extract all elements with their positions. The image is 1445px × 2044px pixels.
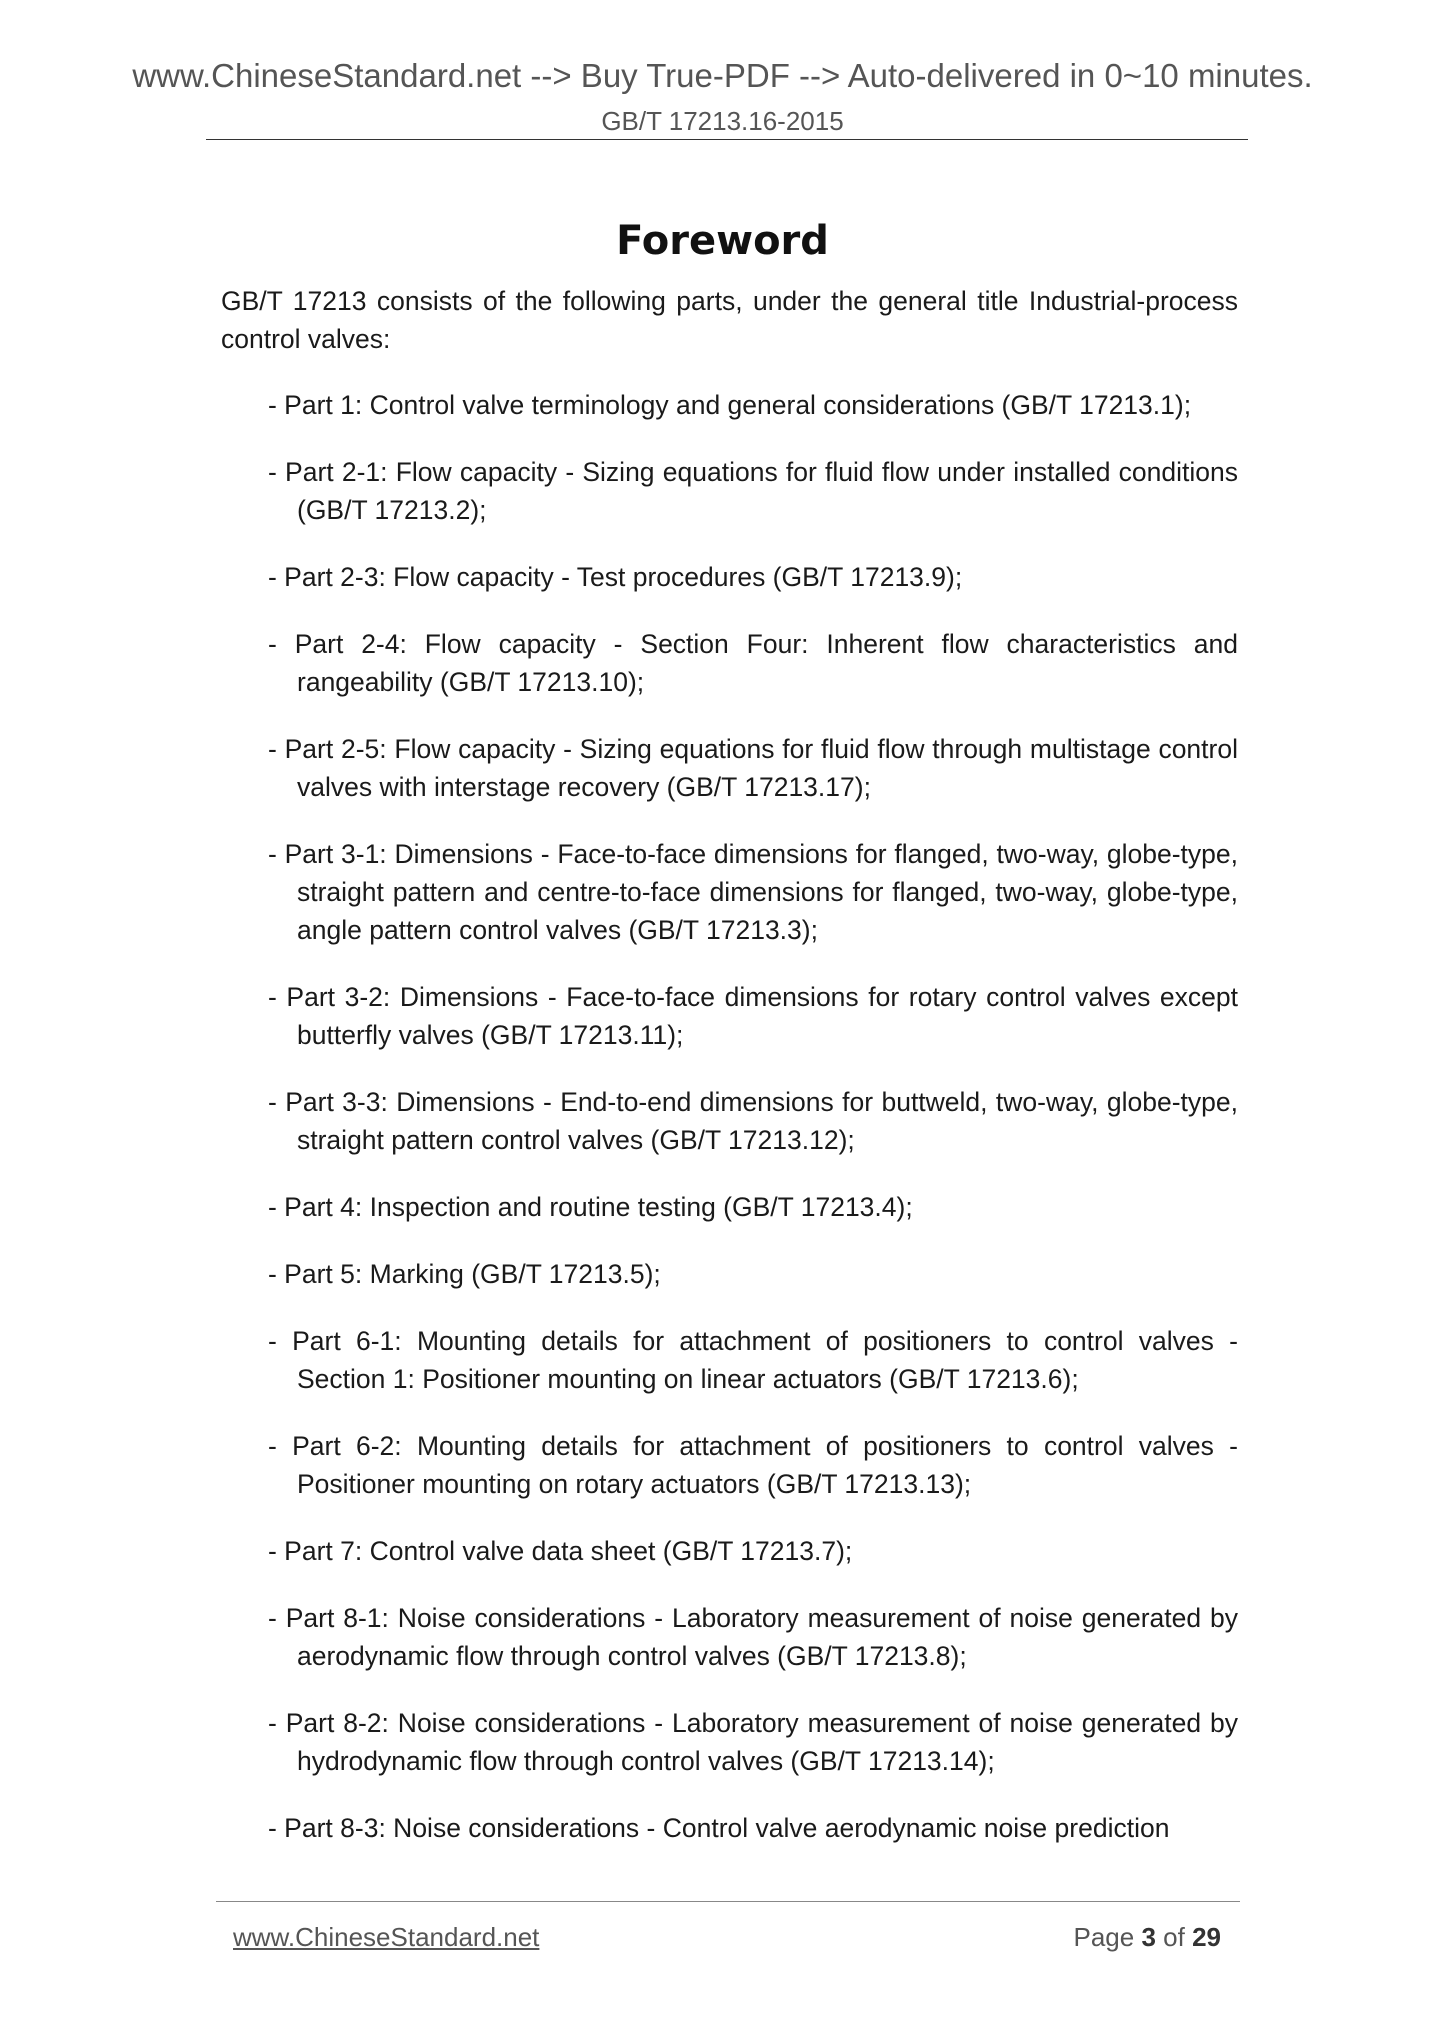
list-item: - Part 8-3: Noise considerations - Control valve aerodynamic noise prediction bbox=[268, 1813, 1170, 1843]
footer-divider bbox=[216, 1901, 1240, 1902]
site-banner: www.ChineseStandard.net --> Buy True-PDF --> Auto-delivered in 0~10 minutes. bbox=[132, 57, 1313, 94]
header-divider bbox=[206, 139, 1248, 140]
list-item: - Part 2-3: Flow capacity - Test procedures (GB/T 17213.9); bbox=[268, 562, 963, 592]
list-item: - Part 6-2: Mounting details for attachment of positioners to control valves - Positioner mounting on rotary actuators (GB/T 17213.13); bbox=[268, 1431, 1238, 1499]
list-item: - Part 2-5: Flow capacity - Sizing equations for fluid flow through multistage control valves with interstage recovery (GB/T 17213.17); bbox=[268, 734, 1238, 802]
page-of: of bbox=[1163, 1922, 1185, 1952]
page-label: Page bbox=[1073, 1922, 1135, 1952]
standard-code: GB/T 17213.16-2015 bbox=[601, 106, 844, 136]
list-item: - Part 6-1: Mounting details for attachment of positioners to control valves - Section 1: Positioner mounting on linear actuators (GB/T 17213.6); bbox=[268, 1326, 1238, 1394]
list-item: - Part 7: Control valve data sheet (GB/T 17213.7); bbox=[268, 1536, 853, 1566]
list-item: - Part 1: Control valve terminology and general considerations (GB/T 17213.1); bbox=[268, 390, 1192, 420]
list-item: - Part 2-1: Flow capacity - Sizing equations for fluid flow under installed conditions (GB/T 17213.2); bbox=[268, 457, 1238, 525]
footer-site-link[interactable]: www.ChineseStandard.net bbox=[233, 1922, 540, 1952]
page-title: Foreword bbox=[616, 217, 829, 264]
list-item: - Part 3-1: Dimensions - Face-to-face dimensions for flanged, two-way, globe-type, straight pattern and centre-to-face dimensions for flanged, two-way, globe-type, angle pattern control valves (GB/T 17213.3); bbox=[268, 839, 1238, 945]
intro-paragraph: GB/T 17213 consists of the following parts, under the general title Industrial-process control valves: bbox=[221, 286, 1238, 354]
list-item: - Part 8-2: Noise considerations - Laboratory measurement of noise generated by hydrodynamic flow through control valves (GB/T 17213.14); bbox=[268, 1708, 1238, 1776]
page-number bbox=[1073, 1921, 1221, 1953]
list-item: - Part 4: Inspection and routine testing (GB/T 17213.4); bbox=[268, 1192, 913, 1222]
list-item: - Part 3-3: Dimensions - End-to-end dimensions for buttweld, two-way, globe-type, straight pattern control valves (GB/T 17213.12); bbox=[268, 1087, 1238, 1155]
page-total: 29 bbox=[1192, 1922, 1221, 1952]
list-item: - Part 3-2: Dimensions - Face-to-face dimensions for rotary control valves except butterfly valves (GB/T 17213.11); bbox=[268, 982, 1238, 1050]
list-item: - Part 2-4: Flow capacity - Section Four: Inherent flow characteristics and rangeability (GB/T 17213.10); bbox=[268, 629, 1238, 697]
list-item: - Part 5: Marking (GB/T 17213.5); bbox=[268, 1259, 661, 1289]
page-current: 3 bbox=[1141, 1922, 1156, 1952]
list-item: - Part 8-1: Noise considerations - Laboratory measurement of noise generated by aerodynamic flow through control valves (GB/T 17213.8); bbox=[268, 1603, 1238, 1671]
parts-list bbox=[268, 386, 1238, 1876]
